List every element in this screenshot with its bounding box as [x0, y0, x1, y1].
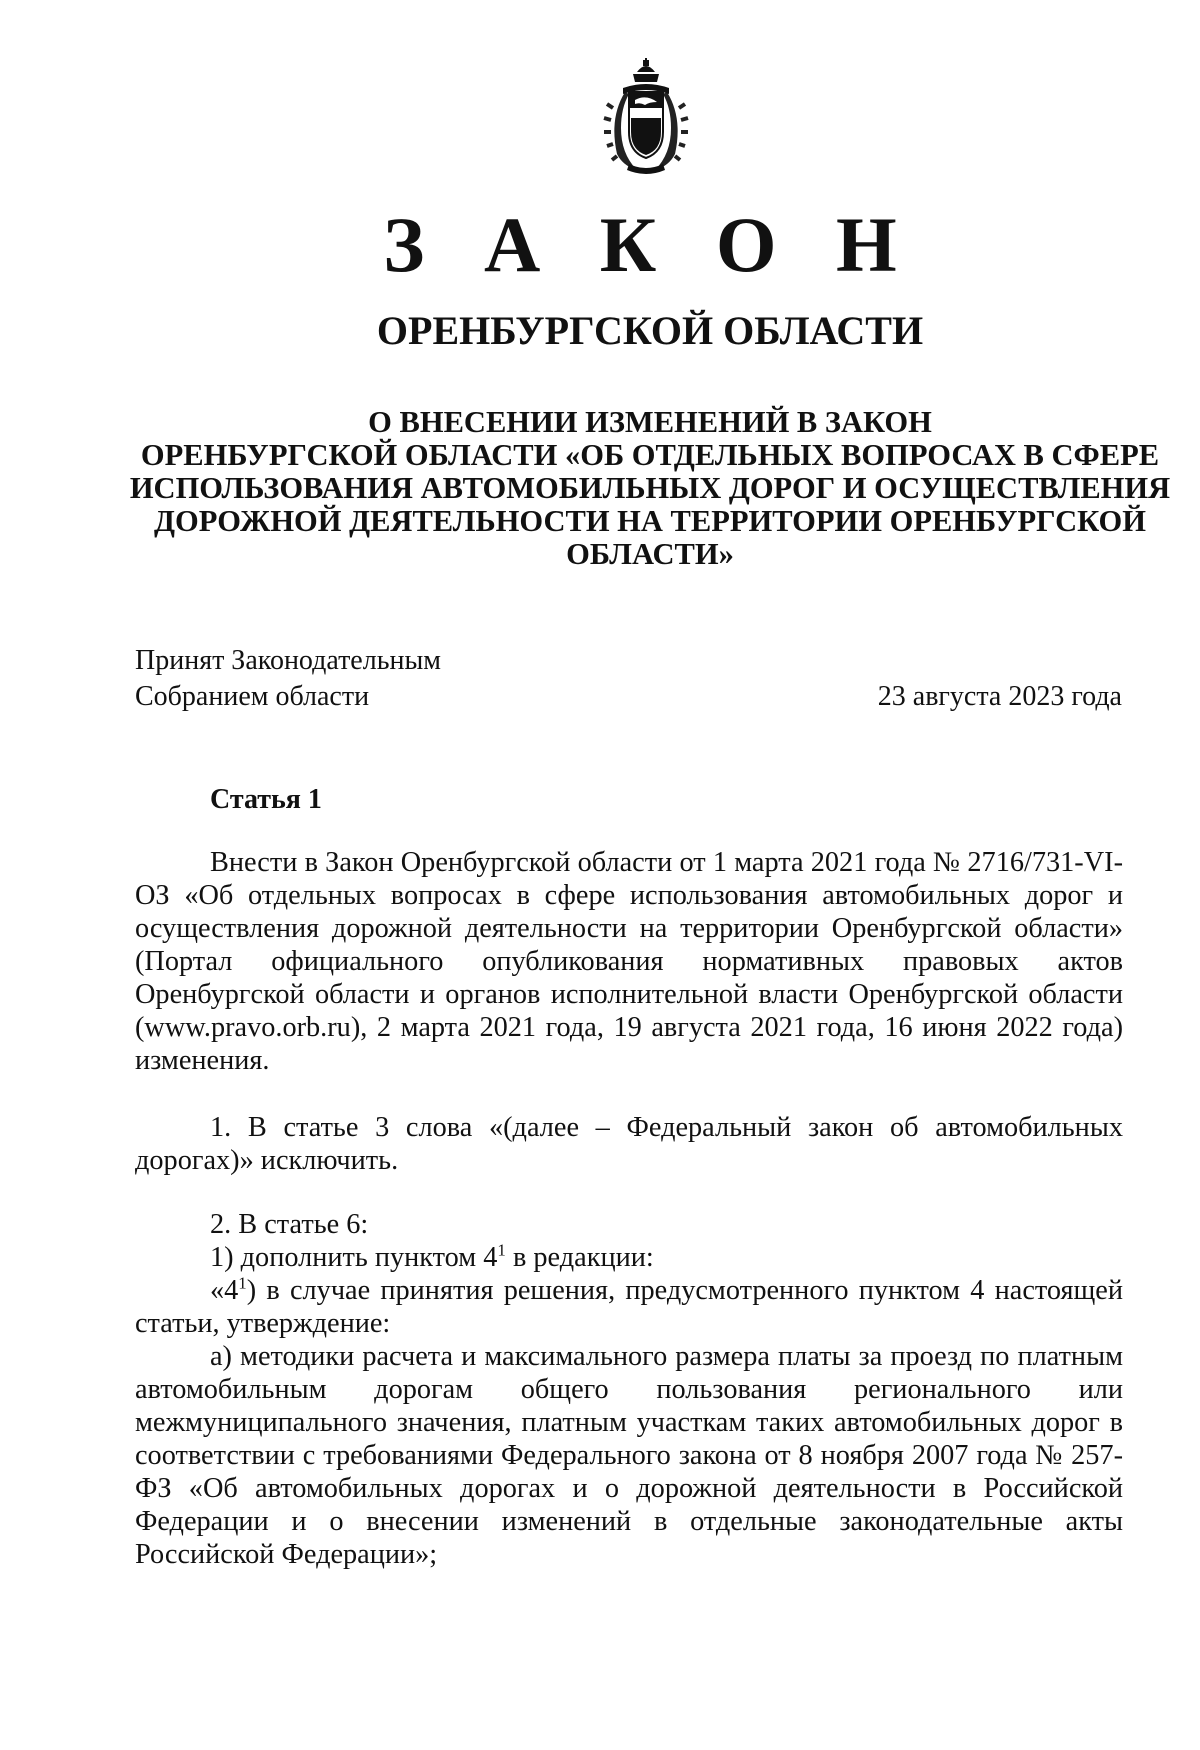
item-2 — [135, 1208, 1123, 1571]
law-heading — [120, 406, 1180, 571]
article-title: Статья 1 — [210, 784, 322, 815]
item-1 — [135, 1111, 1123, 1177]
item-1-text: 1. В статье 3 слова «(далее – Федеральный закон об автомобильных дорогах)» исключить. — [135, 1112, 1123, 1176]
adoption-note — [135, 643, 441, 715]
item-2-title: 2. В статье 6: — [210, 1209, 369, 1240]
adoption-line-2: Собранием области — [135, 681, 370, 712]
item-2-quote-text: ) в случае принятия решения, предусмотренного пунктом 4 настоящей статьи, утверждение: — [135, 1275, 1123, 1339]
item-2-subitem-1-text: 1) дополнить пунктом 4 — [210, 1242, 498, 1273]
coat-of-arms-emblem — [599, 58, 693, 176]
item-2-quote-start: «4 — [210, 1275, 239, 1306]
superscript: 1 — [238, 1273, 247, 1293]
superscript: 1 — [497, 1240, 506, 1260]
item-2-subitem-1 — [135, 1241, 1123, 1274]
heading-line: ОРЕНБУРГСКОЙ ОБЛАСТИ «ОБ ОТДЕЛЬНЫХ ВОПРОСАХ В СФЕРЕ — [140, 438, 1160, 472]
heading-line: О ВНЕСЕНИИ ИЗМЕНЕНИЙ В ЗАКОН — [368, 405, 932, 439]
document-subtitle: ОРЕНБУРГСКОЙ ОБЛАСТИ — [376, 308, 924, 353]
item-2-subitem-1-tail: в редакции: — [505, 1242, 654, 1273]
intro-paragraph — [135, 846, 1123, 1077]
heading-line: ОБЛАСТИ» — [566, 537, 734, 571]
adoption-date: 23 августа 2023 года — [877, 681, 1122, 712]
adoption-line-1: Принят Законодательным — [135, 645, 441, 676]
document-title: З А К О Н — [383, 201, 917, 288]
intro-text: Внести в Закон Оренбургской области от 1 марта 2021 года № 2716/731-VI-ОЗ «Об отдельных вопросах в сфере использования автомобильных дорог и осуществления дорожной деятельности на территории Оренбургской области» (Портал официального опубликования нормативных правовых актов Оренбургской области и органов исполнительной власти Оренбургской области (www.pravo.orb.ru), 2 марта 2021 года, 19 августа 2021 года, 16 июня 2022 года) изменения. — [135, 847, 1123, 1076]
item-2-subpoint-a: а) методики расчета и максимального размера платы за проезд по платным автомобильным дорогам общего пользования регионального или межмуниципального значения, платным участкам таких автомобильных дорог в соответствии с требованиями Федерального закона от 8 ноября 2007 года № 257-ФЗ «Об автомобильных дорогах и о дорожной деятельности в Российской Федерации и о внесении изменений в отдельные законодательные акты Российской Федерации»; — [135, 1341, 1123, 1570]
item-2-quote — [135, 1274, 1123, 1340]
heading-line: ДОРОЖНОЙ ДЕЯТЕЛЬНОСТИ НА ТЕРРИТОРИИ ОРЕНБУРГСКОЙ — [154, 504, 1146, 538]
heading-line: ИСПОЛЬЗОВАНИЯ АВТОМОБИЛЬНЫХ ДОРОГ И ОСУЩЕСТВЛЕНИЯ — [129, 471, 1171, 505]
